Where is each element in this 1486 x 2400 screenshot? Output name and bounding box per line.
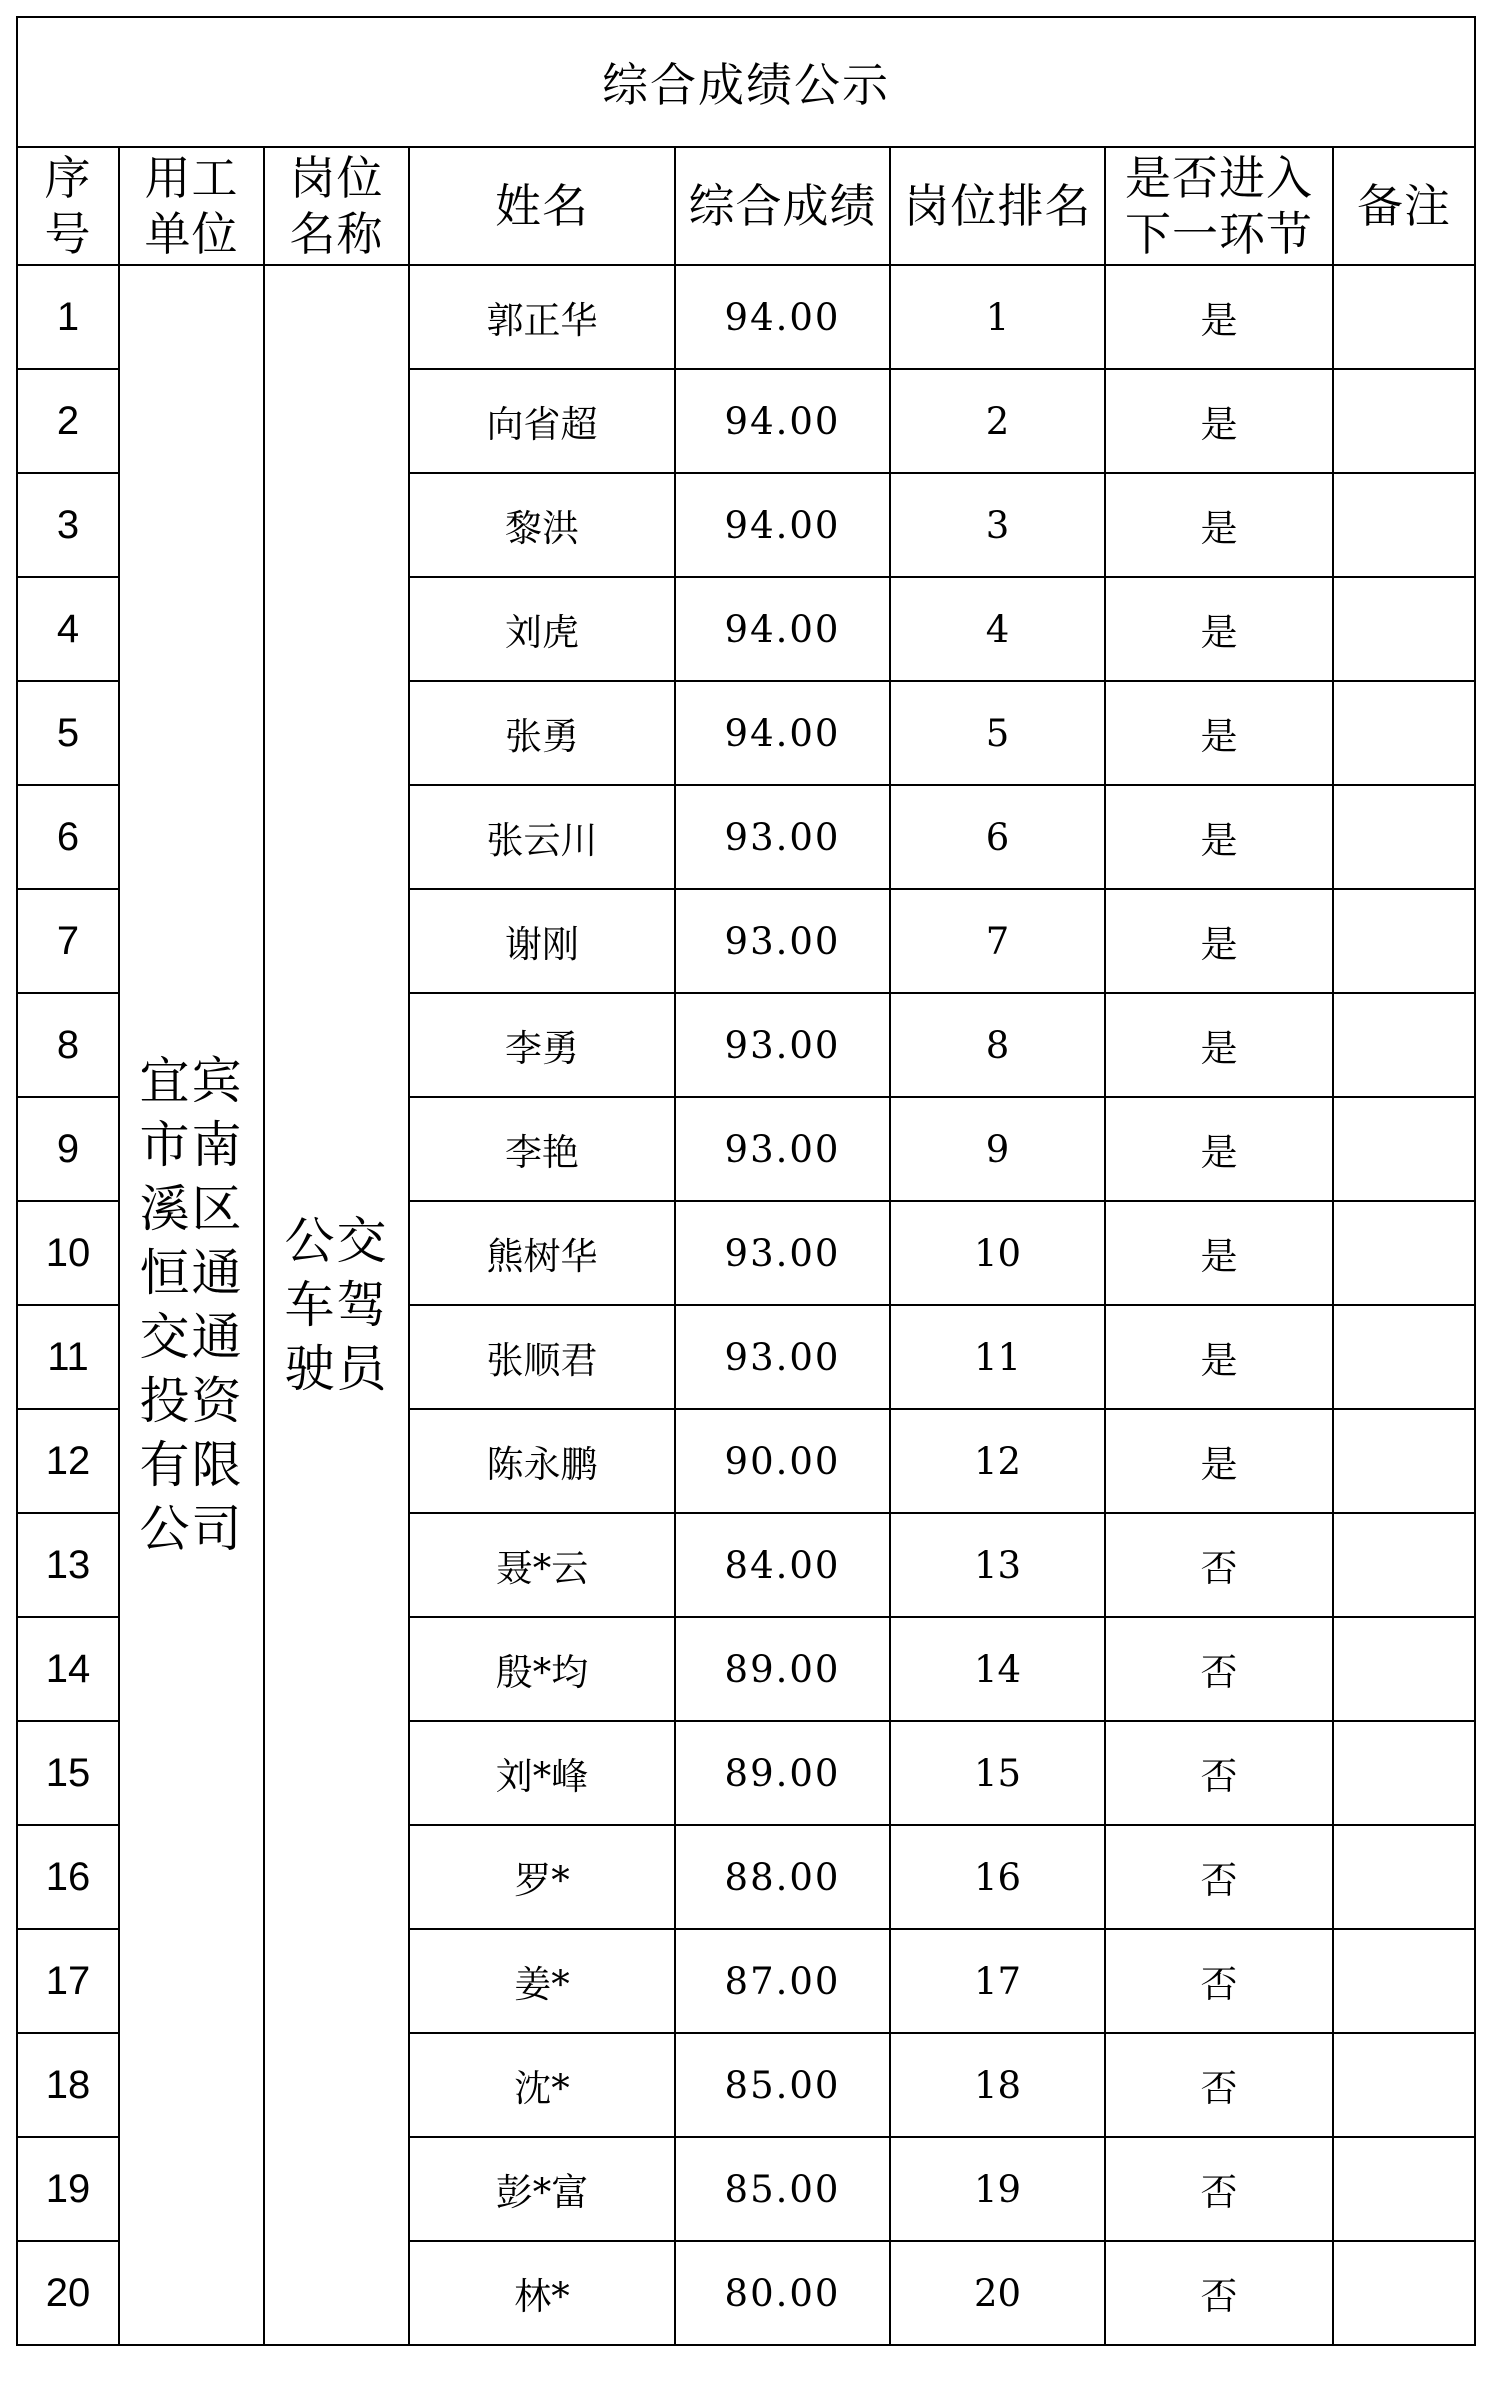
header-seq-line: 序: [44, 151, 92, 205]
next-stage-cell: 是: [1105, 369, 1333, 473]
seq-cell: 2: [17, 369, 119, 473]
header-remark: 备注: [1333, 147, 1475, 265]
remark-cell: [1333, 681, 1475, 785]
remark-cell: [1333, 2137, 1475, 2241]
rank-cell: 2: [890, 369, 1105, 473]
name-cell: 谢刚: [409, 889, 675, 993]
next-stage-cell: 否: [1105, 1721, 1333, 1825]
seq-cell: 15: [17, 1721, 119, 1825]
header-name: 姓名: [409, 147, 675, 265]
next-stage-cell: 是: [1105, 993, 1333, 1097]
next-stage-cell: 否: [1105, 2033, 1333, 2137]
name-cell: 张云川: [409, 785, 675, 889]
seq-cell: 3: [17, 473, 119, 577]
next-stage-cell: 否: [1105, 1825, 1333, 1929]
score-cell: 80.00: [675, 2241, 890, 2345]
name-cell: 刘*峰: [409, 1721, 675, 1825]
next-stage-cell: 是: [1105, 681, 1333, 785]
seq-cell: 1: [17, 265, 119, 369]
name-cell: 姜*: [409, 1929, 675, 2033]
name-cell: 林*: [409, 2241, 675, 2345]
table-body: [17, 17, 1475, 2345]
header-unit-line: 单位: [144, 207, 239, 261]
next-stage-cell: 是: [1105, 1409, 1333, 1513]
remark-cell: [1333, 1929, 1475, 2033]
next-stage-cell: 是: [1105, 889, 1333, 993]
next-stage-cell: 是: [1105, 1201, 1333, 1305]
score-cell: 93.00: [675, 1201, 890, 1305]
rank-cell: 8: [890, 993, 1105, 1097]
seq-cell: 19: [17, 2137, 119, 2241]
next-stage-cell: 是: [1105, 265, 1333, 369]
results-table: [16, 16, 1476, 2346]
remark-cell: [1333, 1097, 1475, 1201]
rank-cell: 18: [890, 2033, 1105, 2137]
score-cell: 85.00: [675, 2137, 890, 2241]
rank-cell: 12: [890, 1409, 1105, 1513]
name-cell: 李艳: [409, 1097, 675, 1201]
next-stage-cell: 否: [1105, 1617, 1333, 1721]
name-cell: 张勇: [409, 681, 675, 785]
next-stage-cell: 否: [1105, 2241, 1333, 2345]
position-name-line: 驶员: [284, 1340, 389, 1398]
score-cell: 93.00: [675, 1305, 890, 1409]
header-next-line: 是否进入: [1125, 151, 1313, 205]
position-name-line: 公交: [284, 1212, 389, 1270]
seq-cell: 20: [17, 2241, 119, 2345]
rank-cell: 13: [890, 1513, 1105, 1617]
score-cell: 85.00: [675, 2033, 890, 2137]
seq-cell: 4: [17, 577, 119, 681]
seq-cell: 17: [17, 1929, 119, 2033]
name-cell: 刘虎: [409, 577, 675, 681]
rank-cell: 3: [890, 473, 1105, 577]
remark-cell: [1333, 2241, 1475, 2345]
header-seq-line: 号: [44, 207, 92, 261]
next-stage-cell: 是: [1105, 577, 1333, 681]
unit-name-line: 溪区: [139, 1180, 244, 1238]
rank-cell: 5: [890, 681, 1105, 785]
score-cell: 87.00: [675, 1929, 890, 2033]
remark-cell: [1333, 993, 1475, 1097]
header-row: [17, 147, 1475, 265]
rank-cell: 16: [890, 1825, 1105, 1929]
rank-cell: 14: [890, 1617, 1105, 1721]
score-cell: 94.00: [675, 473, 890, 577]
header-seq: [17, 147, 119, 265]
seq-cell: 13: [17, 1513, 119, 1617]
rank-cell: 20: [890, 2241, 1105, 2345]
seq-cell: 14: [17, 1617, 119, 1721]
score-cell: 94.00: [675, 265, 890, 369]
remark-cell: [1333, 369, 1475, 473]
header-score: 综合成绩: [675, 147, 890, 265]
score-cell: 94.00: [675, 681, 890, 785]
score-cell: 93.00: [675, 889, 890, 993]
seq-cell: 8: [17, 993, 119, 1097]
remark-cell: [1333, 1513, 1475, 1617]
header-unit-line: 用工: [144, 151, 239, 205]
remark-cell: [1333, 785, 1475, 889]
name-cell: 罗*: [409, 1825, 675, 1929]
remark-cell: [1333, 265, 1475, 369]
seq-cell: 11: [17, 1305, 119, 1409]
seq-cell: 18: [17, 2033, 119, 2137]
seq-cell: 6: [17, 785, 119, 889]
header-rank: 岗位排名: [890, 147, 1105, 265]
unit-name-cell: [119, 265, 264, 2345]
next-stage-cell: 否: [1105, 2137, 1333, 2241]
header-next-line: 下一环节: [1125, 207, 1313, 261]
next-stage-cell: 否: [1105, 1513, 1333, 1617]
score-cell: 93.00: [675, 1097, 890, 1201]
unit-name-line: 市南: [139, 1116, 244, 1174]
table-title: 综合成绩公示: [17, 17, 1475, 147]
name-cell: 沈*: [409, 2033, 675, 2137]
score-cell: 84.00: [675, 1513, 890, 1617]
header-position: [264, 147, 409, 265]
seq-cell: 9: [17, 1097, 119, 1201]
rank-cell: 1: [890, 265, 1105, 369]
remark-cell: [1333, 473, 1475, 577]
position-name-cell: [264, 265, 409, 2345]
remark-cell: [1333, 1721, 1475, 1825]
remark-cell: [1333, 1617, 1475, 1721]
unit-name-line: 交通: [139, 1308, 244, 1366]
name-cell: 聂*云: [409, 1513, 675, 1617]
score-cell: 94.00: [675, 577, 890, 681]
seq-cell: 10: [17, 1201, 119, 1305]
rank-cell: 19: [890, 2137, 1105, 2241]
score-cell: 88.00: [675, 1825, 890, 1929]
score-cell: 93.00: [675, 993, 890, 1097]
next-stage-cell: 是: [1105, 1305, 1333, 1409]
seq-cell: 7: [17, 889, 119, 993]
rank-cell: 15: [890, 1721, 1105, 1825]
rank-cell: 4: [890, 577, 1105, 681]
name-cell: 彭*富: [409, 2137, 675, 2241]
position-name-line: 车驾: [284, 1276, 389, 1334]
score-cell: 90.00: [675, 1409, 890, 1513]
remark-cell: [1333, 1825, 1475, 1929]
unit-name-line: 公司: [139, 1500, 244, 1558]
name-cell: 殷*均: [409, 1617, 675, 1721]
table-row: [17, 265, 1475, 369]
rank-cell: 10: [890, 1201, 1105, 1305]
name-cell: 陈永鹏: [409, 1409, 675, 1513]
score-cell: 94.00: [675, 369, 890, 473]
next-stage-cell: 是: [1105, 1097, 1333, 1201]
unit-name-line: 恒通: [139, 1244, 244, 1302]
header-position-line: 岗位: [289, 151, 384, 205]
name-cell: 熊树华: [409, 1201, 675, 1305]
unit-name-line: 有限: [139, 1436, 244, 1494]
header-next: [1105, 147, 1333, 265]
seq-cell: 12: [17, 1409, 119, 1513]
name-cell: 张顺君: [409, 1305, 675, 1409]
score-cell: 89.00: [675, 1721, 890, 1825]
position-name-text: [285, 1209, 389, 1401]
name-cell: 黎洪: [409, 473, 675, 577]
seq-cell: 5: [17, 681, 119, 785]
unit-name-text: [140, 1049, 244, 1561]
unit-name-line: 宜宾: [139, 1052, 244, 1110]
name-cell: 郭正华: [409, 265, 675, 369]
next-stage-cell: 是: [1105, 473, 1333, 577]
seq-cell: 16: [17, 1825, 119, 1929]
next-stage-cell: 是: [1105, 785, 1333, 889]
remark-cell: [1333, 2033, 1475, 2137]
header-position-line: 名称: [289, 207, 384, 261]
name-cell: 李勇: [409, 993, 675, 1097]
rank-cell: 7: [890, 889, 1105, 993]
rank-cell: 17: [890, 1929, 1105, 2033]
remark-cell: [1333, 889, 1475, 993]
rank-cell: 9: [890, 1097, 1105, 1201]
header-unit: [119, 147, 264, 265]
remark-cell: [1333, 1305, 1475, 1409]
remark-cell: [1333, 1201, 1475, 1305]
score-cell: 93.00: [675, 785, 890, 889]
rank-cell: 11: [890, 1305, 1105, 1409]
remark-cell: [1333, 1409, 1475, 1513]
title-row: [17, 17, 1475, 147]
unit-name-line: 投资: [139, 1372, 244, 1430]
name-cell: 向省超: [409, 369, 675, 473]
rank-cell: 6: [890, 785, 1105, 889]
next-stage-cell: 否: [1105, 1929, 1333, 2033]
remark-cell: [1333, 577, 1475, 681]
score-cell: 89.00: [675, 1617, 890, 1721]
